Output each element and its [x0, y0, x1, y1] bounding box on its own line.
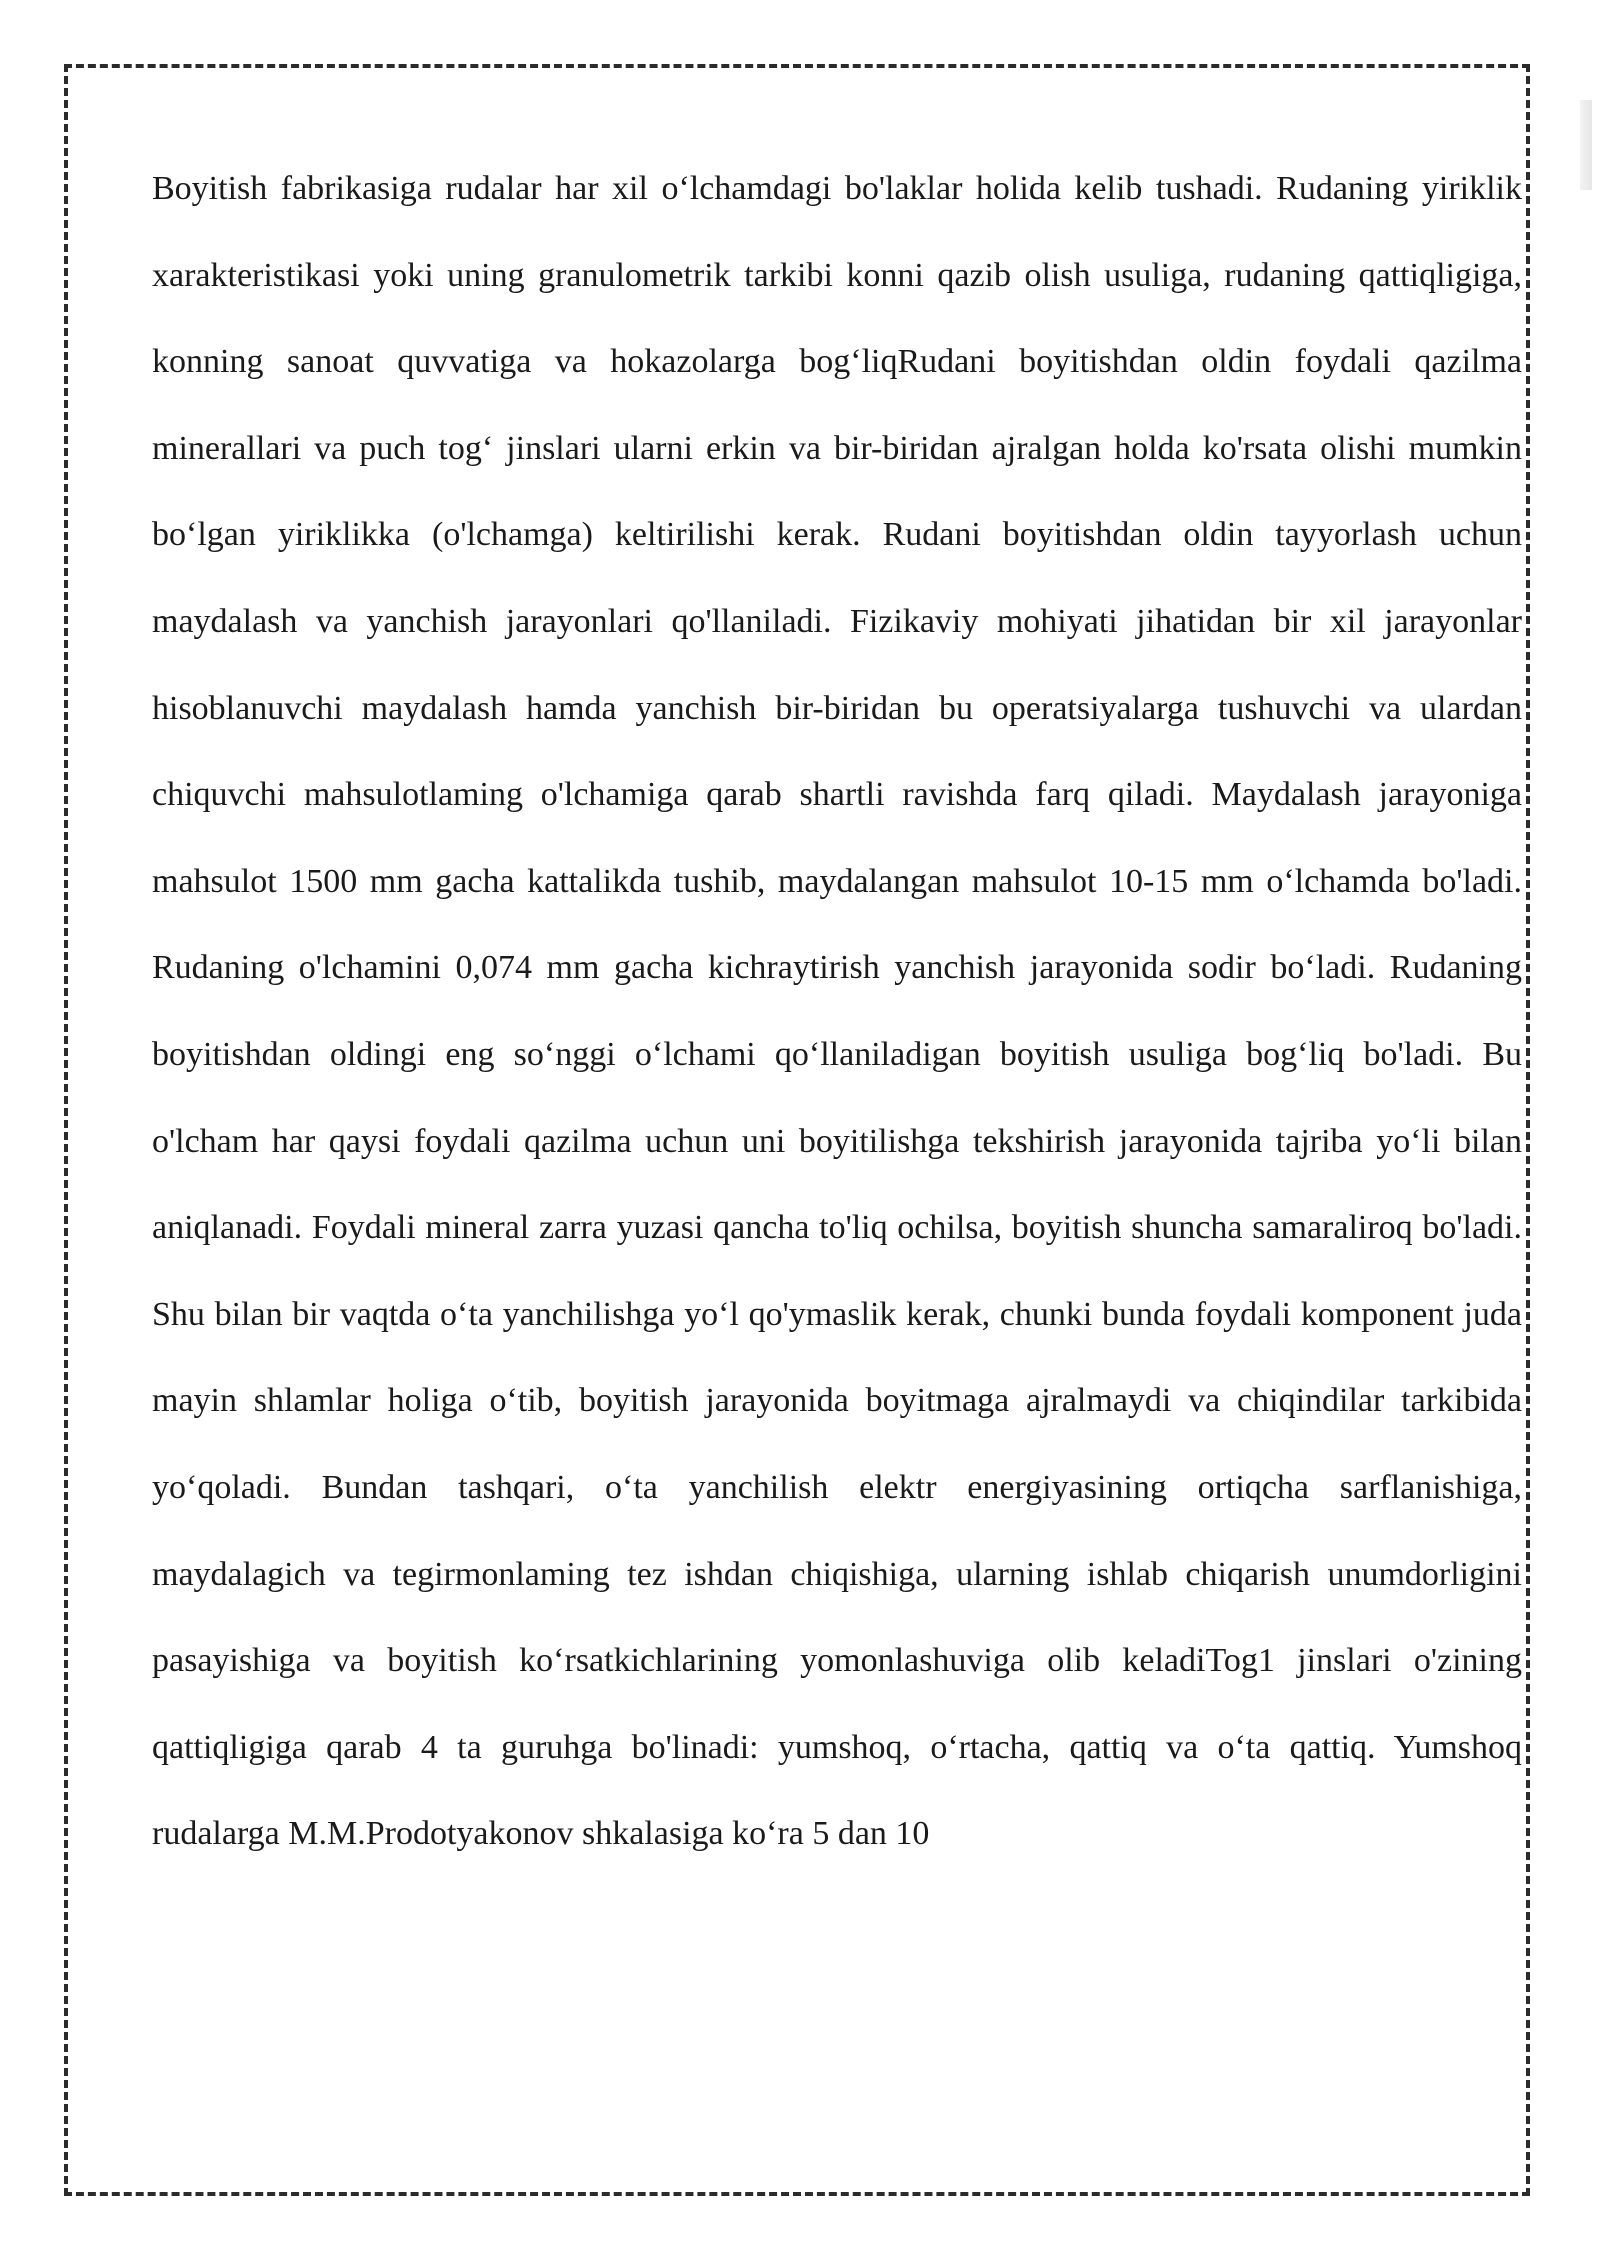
body-paragraph: Boyitish fabrikasiga rudalar har xil o‘lchamdagi bo'laklar holida kelib tushadi. Rudaning yiriklik xarakteristikasi yoki uning granulometrik tarkibi konni qazib olish usuliga, rudaning qattiqligiga, konning sanoat quvvatiga va hokazolarga bog‘liqRudani boyitishdan oldin foydali qazilma minerallari va puch tog‘ jinslari ularni erkin va bir-biridan ajralgan holda ko'rsata olishi mumkin bo‘lgan yiriklikka (o'lchamga) keltirilishi kerak. Rudani boyitishdan oldin tayyorlash uchun maydalash va yanchish jarayonlari qo'llaniladi. Fizikaviy mohiyati jihatidan bir xil jarayonlar hisoblanuvchi maydalash hamda yanchish bir-biridan bu operatsiyalarga tushuvchi va ulardan chiquvchi mahsulotlaming o'lchamiga qarab shartli ravishda farq qiladi. Maydalash jarayoniga mahsulot 1500 mm gacha kattalikda tushib, maydalangan mahsulot 10-15 mm o‘lchamda bo'ladi. Rudaning o'lchamini 0,074 mm gacha kichraytirish yanchish jarayonida sodir bo‘ladi. Rudaning boyitishdan oldingi eng so‘nggi o‘lchami qo‘llaniladigan boyitish usuliga bog‘liq bo'ladi. Bu o'lcham har qaysi foydali qazilma uchun uni boyitilishga tekshirish jarayonida tajriba yo‘li bilan aniqlanadi. Foydali mineral zarra yuzasi qancha to'liq ochilsa, boyitish shuncha samaraliroq bo'ladi. Shu bilan bir vaqtda o‘ta yanchilishga yo‘l qo'ymaslik kerak, chunki bunda foydali komponent juda mayin shlamlar holiga o‘tib, boyitish jarayonida boyitmaga ajralmaydi va chiqindilar tarkibida yo‘qoladi. Bundan tashqari, o‘ta yanchilish elektr energiyasining ortiqcha sarflanishiga, maydalagich va tegirmonlaming tez ishdan chiqishiga, ularning ishlab chiqarish unumdorligini pasayishiga va boyitish ko‘rsatkichlarining yomonlashuviga olib keladiTog1 jinslari o'zining qattiqligiga qarab 4 ta guruhga bo'linadi: yumshoq, o‘rtacha, qattiq va o‘ta qattiq. Yumshoq rudalarga M.M.Prodotyakonov shkalasiga ko‘ra 5 dan 10 — [152, 170, 1522, 1853]
page-edge-shadow — [1580, 100, 1592, 190]
